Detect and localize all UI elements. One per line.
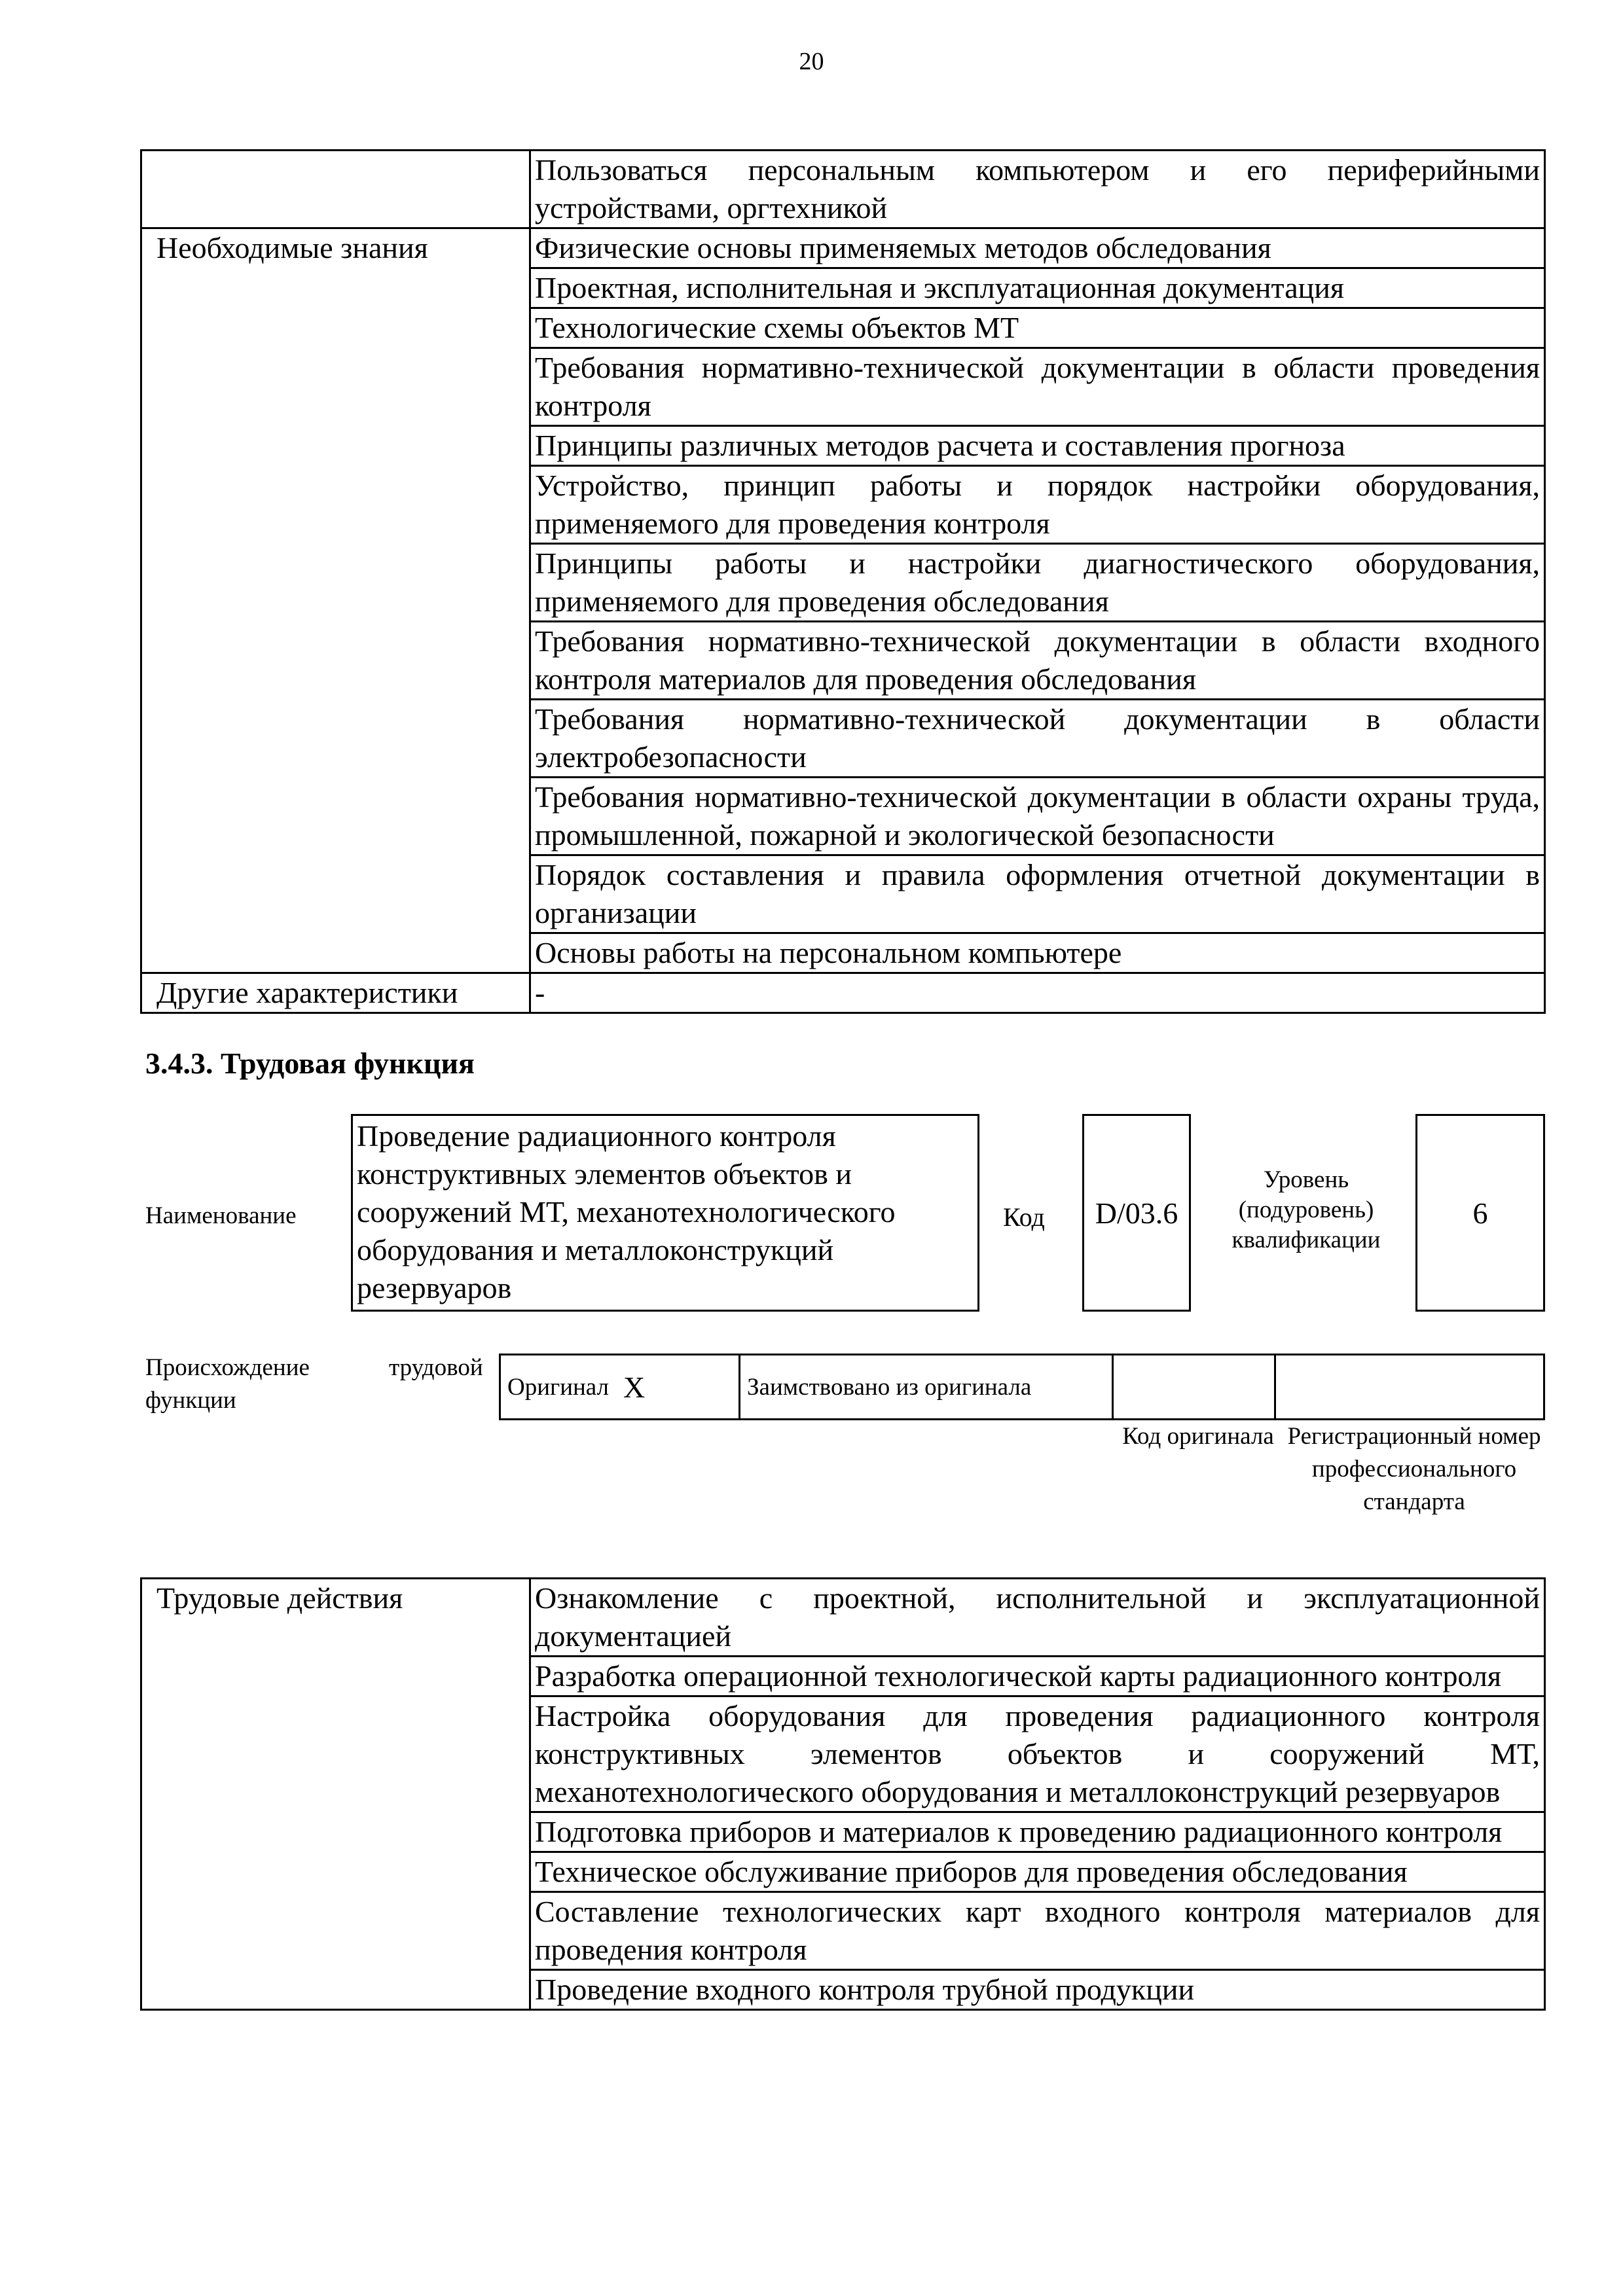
row-text: Устройство, принцип работы и порядок настройки оборудования, применяемого для проведения контроля — [530, 466, 1545, 544]
original-cell — [501, 1355, 740, 1418]
reg-number-cell — [1276, 1355, 1543, 1418]
page-number: 20 — [799, 48, 824, 75]
row-text: Физические основы применяемых методов обследования — [530, 228, 1545, 268]
origin-label-labor: трудовой — [389, 1354, 483, 1381]
labor-action-item: Подготовка приборов и материалов к проведению радиационного контроля — [530, 1812, 1545, 1852]
table-row — [141, 544, 1545, 622]
row-text: Технологические схемы объектов МТ — [530, 308, 1545, 348]
labor-action-item: Ознакомление с проектной, исполнительной и эксплуатационной документацией — [530, 1579, 1545, 1657]
name-label: Наименование — [145, 1202, 297, 1229]
row-label — [141, 466, 530, 544]
code-label: Код — [1003, 1202, 1045, 1232]
table-row — [141, 308, 1545, 348]
row-text: - — [530, 973, 1545, 1013]
labor-action-item: Техническое обслуживание приборов для проведения обследования — [530, 1852, 1545, 1892]
table-row — [141, 268, 1545, 308]
table-row — [141, 1579, 1545, 1657]
row-text: Проектная, исполнительная и эксплуатационная документация — [530, 268, 1545, 308]
table-row — [141, 933, 1545, 973]
function-code-box: D/03.6 — [1082, 1114, 1191, 1312]
origin-label: Происхождение — [145, 1354, 310, 1381]
row-label — [141, 622, 530, 700]
row-label — [141, 151, 530, 228]
original-mark: X — [623, 1370, 646, 1404]
labor-action-item: Составление технологических карт входного контроля материалов для проведения контроля — [530, 1892, 1545, 1970]
knowledge-table — [140, 149, 1546, 1014]
row-text: Требования нормативно-технической документации в области проведения контроля — [530, 348, 1545, 426]
labor-action-item: Настройка оборудования для проведения радиационного контроля конструктивных элементов объектов и сооружений МТ, механотехнологического оборудования и металлоконструкций резервуаров — [530, 1696, 1545, 1812]
row-text: Требования нормативно-технической документации в области охраны труда, промышленной, пожарной и экологической безопасности — [530, 778, 1545, 855]
table-row — [141, 973, 1545, 1013]
row-text: Требования нормативно-технической документации в области электробезопасности — [530, 700, 1545, 778]
original-code-cell — [1114, 1355, 1276, 1418]
section-heading: 3.4.3. Трудовая функция — [145, 1047, 475, 1080]
origin-row — [499, 1354, 1545, 1420]
code-original-caption: Код оригинала — [1122, 1423, 1274, 1450]
table-row — [141, 228, 1545, 268]
row-label — [141, 855, 530, 933]
table-row — [141, 700, 1545, 778]
row-text: Требования нормативно-технической документации в области входного контроля материалов для проведения обследования — [530, 622, 1545, 700]
qualification-level-box: 6 — [1415, 1114, 1545, 1312]
qualification-level-label: Уровень (подуровень) квалификации — [1231, 1166, 1381, 1253]
row-text: Основы работы на персональном компьютере — [530, 933, 1545, 973]
table-row — [141, 151, 1545, 228]
row-label: Необходимые знания — [141, 228, 530, 268]
function-name-box: Проведение радиационного контроля конструктивных элементов объектов и сооружений МТ, механотехнологического оборудования и металлоконструкций резервуаров — [351, 1114, 979, 1312]
labor-actions-label: Трудовые действия — [141, 1579, 530, 2010]
table-row — [141, 778, 1545, 855]
row-label — [141, 268, 530, 308]
borrowed-label: Заимствовано из оригинала — [747, 1373, 1032, 1401]
table-row — [141, 426, 1545, 466]
origin-label-function: функции — [145, 1387, 236, 1414]
row-label — [141, 778, 530, 855]
row-text: Пользоваться персональным компьютером и его периферийными устройствами, оргтехникой — [530, 151, 1545, 228]
row-text: Порядок составления и правила оформления отчетной документации в организации — [530, 855, 1545, 933]
row-text: Принципы работы и настройки диагностического оборудования, применяемого для проведения обследования — [530, 544, 1545, 622]
table-row — [141, 466, 1545, 544]
table-row — [141, 348, 1545, 426]
labor-actions-table — [140, 1577, 1546, 2011]
row-label — [141, 426, 530, 466]
labor-action-item: Проведение входного контроля трубной продукции — [530, 1970, 1545, 2010]
labor-action-item: Разработка операционной технологической карты радиационного контроля — [530, 1657, 1545, 1696]
borrowed-cell — [740, 1355, 1114, 1418]
original-label: Оригинал — [507, 1373, 610, 1401]
row-label — [141, 348, 530, 426]
table-row — [141, 622, 1545, 700]
row-label — [141, 700, 530, 778]
row-label: Другие характеристики — [141, 973, 530, 1013]
reg-number-caption: Регистрационный номер профессионального стандарта — [1287, 1423, 1541, 1515]
table-row — [141, 855, 1545, 933]
row-label — [141, 308, 530, 348]
row-label — [141, 933, 530, 973]
row-label — [141, 544, 530, 622]
row-text: Принципы различных методов расчета и составления прогноза — [530, 426, 1545, 466]
